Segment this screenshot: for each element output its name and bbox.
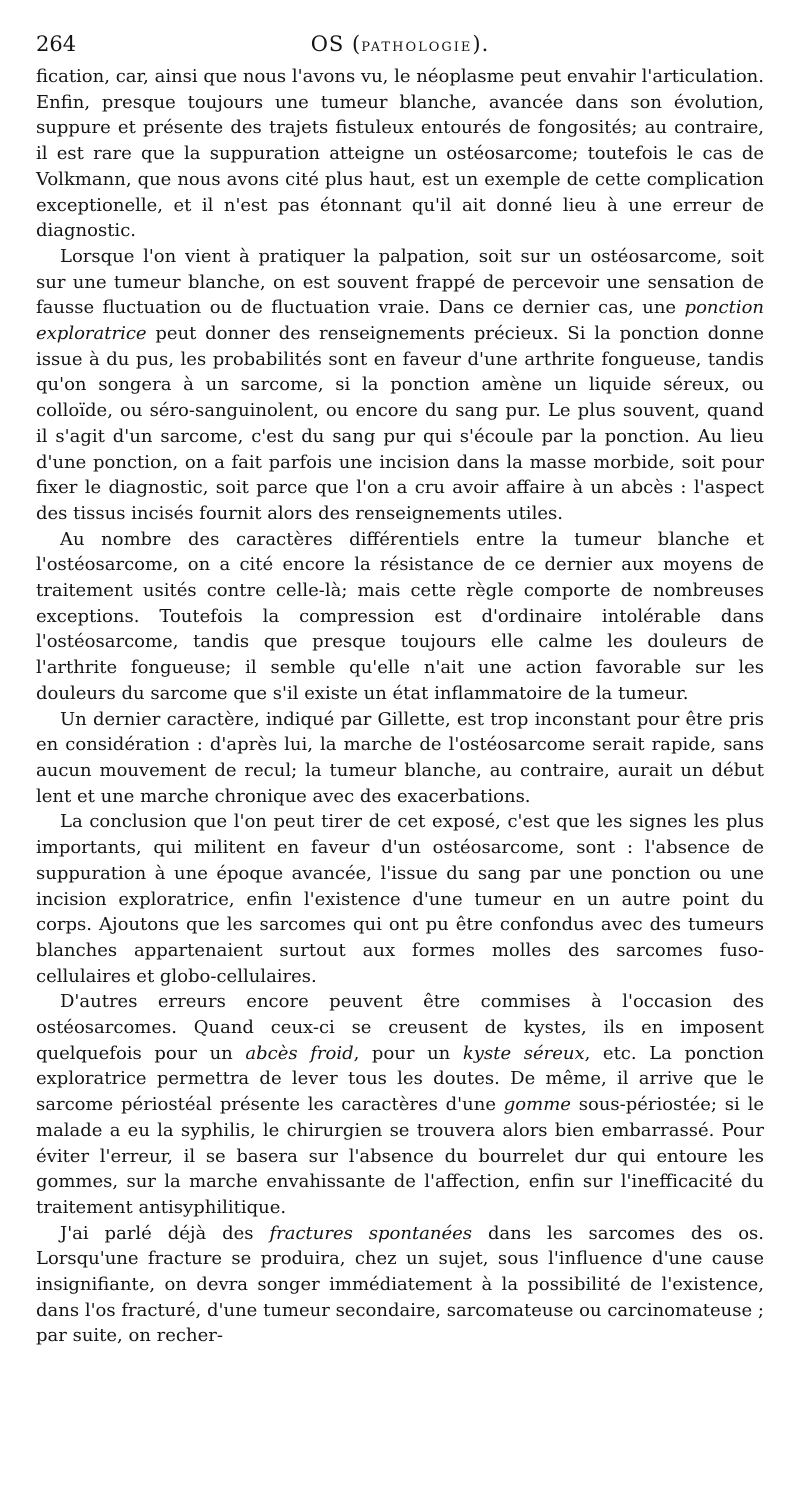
text-run: dans les sarcomes des os. Lorsqu'une fracture se produira, chez un sujet, sous l'influence d'une cause insignifiante, on devra songer immédiatement à la possibilité de l'existence, dans l'os fracturé, d'une tumeur secondaire, sarcomateuse ou carcinomateuse ; par suite, on recher- — [36, 1222, 764, 1347]
text-run: sous-périostée; si le malade a eu la syphilis, le chirurgien se trouvera alors bien embarrassé. Pour éviter l'erreur, il se basera sur l'absence du bourrelet dur qui entoure les gommes, sur la marche envahissante de l'affection, enfin sur l'inefficacité du traitement antisyphilitique. — [36, 1094, 764, 1218]
running-head-smallcaps: PATHOLOGIE — [361, 40, 473, 55]
text-run: , etc. La ponction exploratrice permettra de lever tous les doutes. De même, il arrive que le sarcome périostéal présente les caractères d'une — [36, 1042, 764, 1116]
text-run: peut donner des renseignements précieux. Si la ponction donne issue à du pus, les probabilités sont en faveur d'une arthrite fongueuse, tandis qu'on songera à un sarcome, si la ponction amène un liquide séreux, ou colloïde, ou séro-sanguinolent, ou encore du sang pur. Le plus souvent, quand il s'agit d'un sarcome, c'est du sang pur qui s'écoule par la ponction. Au lieu d'une ponction, on a fait parfois une incision dans la masse morbide, soit pour fixer le diagnostic, soit parce que l'on a cru avoir affaire à un abcès : l'aspect des tissus incisés fournit alors des renseignements utiles. — [36, 323, 764, 524]
paragraph — [36, 707, 764, 810]
paragraph — [36, 809, 764, 989]
italic-text: ponction exploratrice — [36, 297, 764, 345]
page-body — [36, 64, 764, 1349]
text-run: Lorsque l'on vient à pratiquer la palpation, soit sur un ostéosarcome, soit sur une tumeur blanche, on est souvent frappé de percevoir une sensation de fausse fluctuation ou de fluctuation vraie. Dans ce dernier cas, une — [36, 245, 764, 319]
text-run: La conclusion que l'on peut tirer de cet exposé, c'est que les signes les plus importants, qui militent en faveur d'un ostéosarcome, sont : l'absence de suppuration à une époque avancée, l'issue du sang par une ponction ou une incision exploratrice, enfin l'existence d'une tumeur en un autre point du corps. Ajoutons que les sarcomes qui ont pu être confondus avec des tumeurs blanches appartenaient surtout aux formes molles des sarcomes fuso-cellulaires et globo-cellulaires. — [36, 811, 764, 987]
paragraph — [36, 244, 764, 527]
italic-text: abcès froid — [245, 1042, 354, 1064]
text-run: D'autres erreurs encore peuvent être commises à l'occasion des ostéosarcomes. Quand ceux-ci se creusent de kystes, ils en imposent quelquefois pour un — [36, 991, 764, 1064]
italic-text: gomme — [503, 1094, 571, 1116]
text-run: Au nombre des caractères différentiels entre la tumeur blanche et l'ostéosarcome, on a cité encore la résistance de ce dernier aux moyens de traitement usités contre celle-là; mais cette règle comporte de nombreuses exceptions. Toutefois la compression est d'ordinaire intolérable dans l'ostéosarcome, tandis que presque toujours elle calme les douleurs de l'arthrite fongueuse; il semble qu'elle n'ait une action favorable sur les douleurs du sarcome que s'il existe un état inflammatoire de la tumeur. — [36, 528, 764, 704]
paragraph — [36, 989, 764, 1220]
text-run: Un dernier caractère, indiqué par Gillette, est trop inconstant pour être pris en considération : d'après lui, la marche de l'ostéosarcome serait rapide, sans aucun mouvement de recul; la tumeur blanche, au contraire, aurait un début lent et une marche chronique avec des exacerbations. — [36, 708, 764, 807]
page-header — [36, 30, 764, 58]
running-head-close: ). — [472, 32, 490, 56]
italic-text: fractures spontanées — [269, 1222, 473, 1244]
text-run: J'ai parlé déjà des — [60, 1222, 270, 1244]
page-number: 264 — [36, 32, 77, 56]
paragraph — [36, 1221, 764, 1350]
text-run: , pour un — [353, 1042, 463, 1064]
paragraph — [36, 527, 764, 707]
text-run: fication, car, ainsi que nous l'avons vu, le néoplasme peut envahir l'articulation. Enfin, presque toujours une tumeur blanche, avancée dans son évolution, suppure et présente des trajets fistuleux entourés de fongosités; au contraire, il est rare que la suppuration atteigne un ostéosarcome; toutefois le cas de Volkmann, que nous avons cité plus haut, est un exemple de cette complication exceptionelle, et il n'est pas étonnant qu'il ait donné lieu à une erreur de diagnostic. — [36, 66, 764, 242]
paragraph — [36, 64, 764, 244]
running-head-main: OS ( — [310, 32, 362, 56]
italic-text: kyste séreux — [462, 1042, 585, 1064]
running-head — [36, 32, 764, 56]
